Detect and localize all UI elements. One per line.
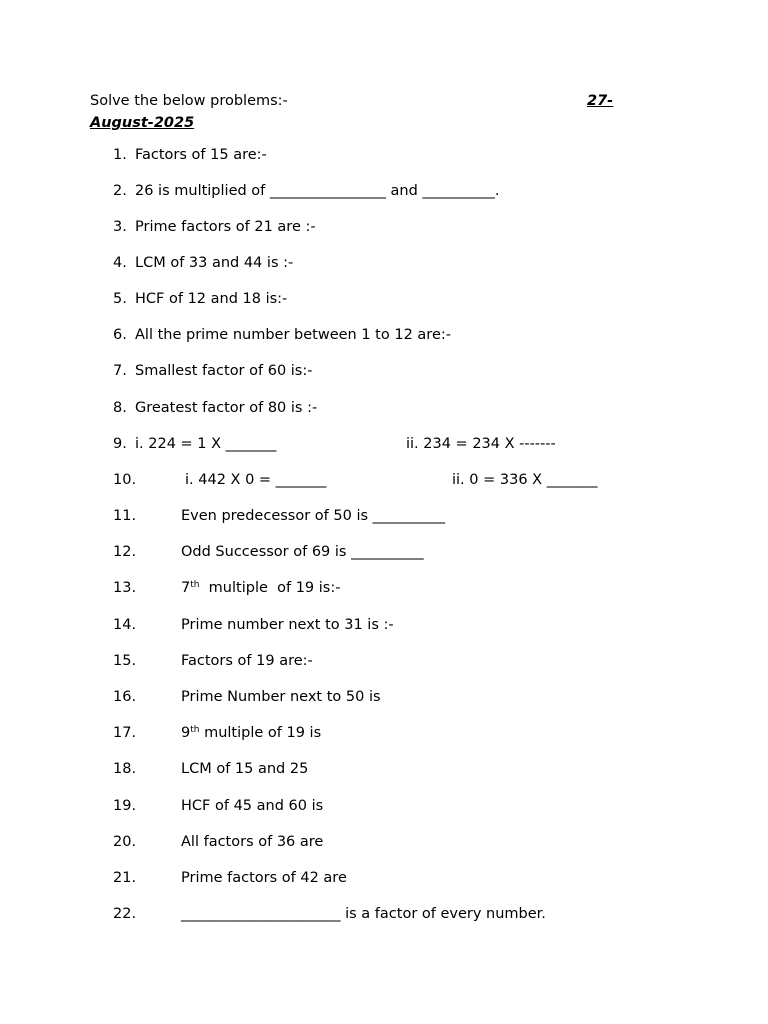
question-part-ii: ii. 0 = 336 X _______: [452, 472, 598, 488]
ordinal-suffix: th: [190, 725, 200, 735]
question-rest: multiple of 19 is:-: [199, 580, 341, 596]
question-text: HCF of 45 and 60 is: [181, 798, 324, 814]
question-text: 26 is multiplied of ________________ and __________.: [135, 183, 500, 199]
question-text: [181, 724, 321, 742]
question-number: 5.: [113, 291, 127, 307]
question-number: 9.: [113, 436, 127, 452]
question-text: ______________________ is a factor of every number.: [181, 906, 546, 922]
question-text: [181, 579, 340, 597]
question-number: 21.: [113, 870, 137, 886]
ordinal-suffix: th: [190, 580, 200, 590]
question-number: 8.: [113, 400, 127, 416]
question-number: 22.: [113, 906, 137, 922]
question-number: 14.: [113, 617, 137, 633]
question-number: 3.: [113, 219, 127, 235]
instruction-text: Solve the below problems:-: [90, 93, 288, 109]
question-part-ii: ii. 234 = 234 X -------: [406, 436, 556, 452]
question-text: Prime factors of 42 are: [181, 870, 347, 886]
question-number: 2.: [113, 183, 127, 199]
date-line-1: 27-: [587, 93, 614, 109]
question-text: LCM of 33 and 44 is :-: [135, 255, 294, 271]
question-text: Factors of 15 are:-: [135, 147, 267, 163]
question-number: 17.: [113, 725, 137, 741]
question-text: Even predecessor of 50 is __________: [181, 508, 446, 524]
question-text: Smallest factor of 60 is:-: [135, 363, 313, 379]
question-number: 10.: [113, 472, 137, 488]
question-number: 12.: [113, 544, 137, 560]
ordinal-number: 9: [181, 725, 191, 741]
date-line-2: August-2025: [90, 115, 195, 131]
question-number: 7.: [113, 363, 127, 379]
question-number: 6.: [113, 327, 127, 343]
question-number: 15.: [113, 653, 137, 669]
ordinal-number: 7: [181, 580, 191, 596]
question-number: 18.: [113, 761, 137, 777]
question-number: 4.: [113, 255, 127, 271]
question-text: Prime number next to 31 is :-: [181, 617, 394, 633]
question-text: Odd Successor of 69 is __________: [181, 544, 424, 560]
question-number: 1.: [113, 147, 127, 163]
question-text: All the prime number between 1 to 12 are:-: [135, 327, 451, 343]
question-number: 20.: [113, 834, 137, 850]
question-text: Prime Number next to 50 is: [181, 689, 381, 705]
question-text: Greatest factor of 80 is :-: [135, 400, 318, 416]
question-text: Factors of 19 are:-: [181, 653, 313, 669]
question-text: Prime factors of 21 are :-: [135, 219, 316, 235]
question-number: 19.: [113, 798, 137, 814]
question-part-i: i. 442 X 0 = _______: [185, 472, 327, 488]
question-number: 16.: [113, 689, 137, 705]
question-text: LCM of 15 and 25: [181, 761, 309, 777]
question-rest: multiple of 19 is: [199, 725, 322, 741]
question-text: All factors of 36 are: [181, 834, 324, 850]
question-part-i: i. 224 = 1 X _______: [135, 436, 277, 452]
question-number: 13.: [113, 580, 137, 596]
question-text: HCF of 12 and 18 is:-: [135, 291, 288, 307]
question-number: 11.: [113, 508, 137, 524]
